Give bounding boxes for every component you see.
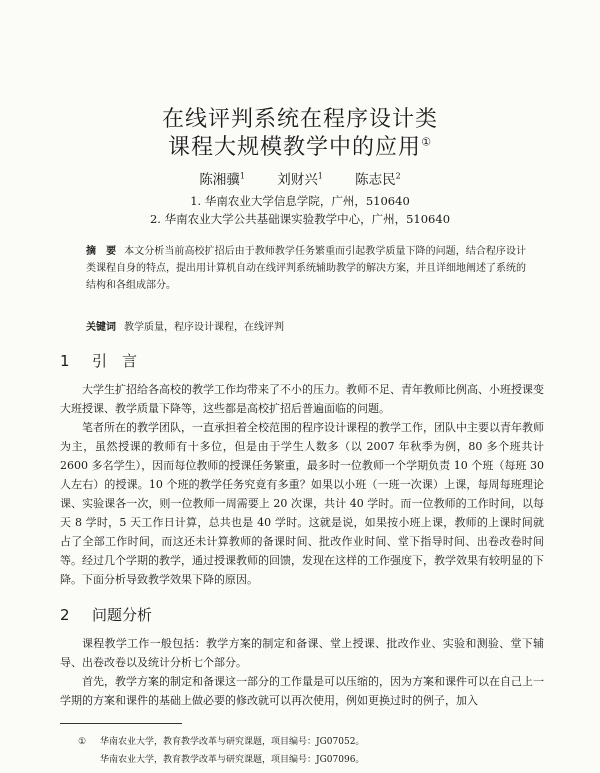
- paper-title-line-1: 在线评判系统在程序设计类: [161, 107, 438, 132]
- abstract-text: 本文分析当前高校扩招后由于教师教学任务繁重而引起教学质量下降的问题，结合程序设计类课程自身的特点，提出用计算机自动在线评判系统辅助教学的解决方案，并且详细地阐述了系统的结构和各组成部分。: [86, 246, 527, 291]
- paper-title-line-2-text: 课程大规模教学中的应用: [168, 135, 422, 160]
- body-paragraph: 首先，教学方案的制定和备课这一部分的工作量是可以压缩的，因为方案和课件可以在自己上一学期的方案和课件的基础上做必要的修改就可以再次使用，例如更换过时的例子，加入: [60, 675, 544, 707]
- author-name: 陈湘骥: [199, 172, 240, 188]
- author: [355, 172, 401, 188]
- body-paragraph: 笔者所在的教学团队，一直承担着全校范围的程序设计课程的教学工作，团队中主要以青年教师为主，虽然授课的教师有十多位，但是由于学生人数多（以 2007 年秋季为例，80 多个班共计 2600 多名学生），因而每位教师的授课任务繁重，最多时一位教师一个学期负责 10 个班（每班 30 人左右）的授课。10 个班的教学任务究竟有多重？如果以小班（一班一次课）上课，每周每班理论课、实验课各一次，则一位教师一周需要上 20 次课，共计 40 学时。而一位教师的工作时间，以每天 8 学时，5 天工作日计算，总共也是 40 学时。这就是说，如果按小班上课，教师的上课时间就占了全部工作时间，而这还未计算教师的备课时间、批改作业时间、堂下指导时间、出卷改卷时间等。经过几个学期的教学，通过授课教师的回馈，发现在这样的工作强度下，教学效果有较明显的下降。下面分析导致教学效果下降的原因。: [60, 421, 544, 586]
- footnote-text: 华南农业大学，教育教学改革与研究课题，项目编号：JG07052。: [100, 737, 365, 747]
- section-number: 2: [60, 606, 70, 624]
- author-name: 陈志民: [355, 172, 396, 188]
- author-list: [0, 168, 600, 188]
- keywords: [86, 318, 526, 333]
- keywords-text: 教学质量，程序设计课程，在线评判: [124, 322, 284, 333]
- footnote: [78, 734, 364, 747]
- author-affiliation-mark: 2: [395, 171, 401, 181]
- section-title: 问题分析: [92, 606, 153, 624]
- body-paragraph: 课程教学工作一般包括：教学方案的制定和备课、堂上授课、批改作业、实验和测验、堂下辅导、出卷改卷以及统计分析七个部分。: [60, 637, 544, 669]
- author-affiliation-mark: 1: [239, 171, 245, 181]
- keywords-label: 关键词: [86, 322, 116, 333]
- footnote-continued: 华南农业大学，教育教学改革与研究课题，项目编号：JG07096。: [100, 755, 365, 765]
- body-paragraph: 大学生扩招给各高校的教学工作均带来了不小的压力。教师不足、青年教师比例高、小班授课变大班授课、教学质量下降等，这些都是高校扩招后普遍面临的问题。: [60, 383, 544, 415]
- footnote-rule: [60, 723, 182, 724]
- author: [277, 172, 323, 188]
- affiliation: 1. 华南农业大学信息学院，广州，510640: [190, 194, 410, 208]
- section-title: 引 言: [92, 352, 138, 370]
- footnote-mark: ①: [78, 737, 87, 747]
- author-name: 刘财兴: [277, 172, 318, 188]
- abstract: [86, 243, 526, 294]
- title-footnote-mark: ①: [421, 135, 432, 149]
- author: [199, 172, 245, 188]
- affiliation: 2. 华南农业大学公共基础课实验教学中心，广州，510640: [149, 212, 451, 226]
- section-heading: [60, 604, 152, 625]
- section-heading: [60, 350, 137, 371]
- author-affiliation-mark: 1: [317, 171, 323, 181]
- paper-title-line-2: [0, 130, 600, 161]
- section-number: 1: [60, 352, 70, 370]
- abstract-label: 摘 要: [86, 246, 117, 257]
